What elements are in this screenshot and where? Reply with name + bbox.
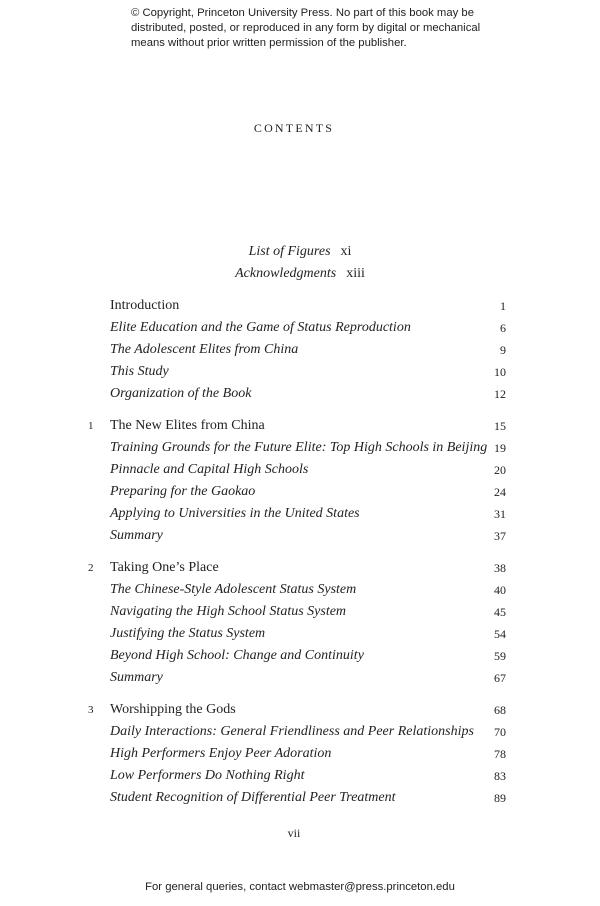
entry-page: 12 — [494, 387, 506, 401]
entry-title: The Chinese-Style Adolescent Status System — [110, 582, 357, 597]
entry-page: 78 — [494, 747, 506, 761]
entry-page: 38 — [494, 561, 506, 575]
section-entry[interactable] — [88, 526, 508, 548]
entry-page: 1 — [500, 299, 506, 313]
section-entry[interactable] — [88, 318, 508, 340]
chapter-entry[interactable] — [88, 296, 508, 318]
section-entry[interactable] — [88, 504, 508, 526]
entry-page: 15 — [494, 419, 506, 433]
section-entry[interactable] — [88, 438, 508, 460]
entry-page: 89 — [494, 791, 506, 805]
entry-title: Summary — [110, 528, 163, 543]
chapter-number: 3 — [88, 704, 94, 716]
chapter-group — [88, 416, 508, 548]
chapter-entry[interactable] — [88, 558, 508, 580]
table-of-contents — [88, 296, 508, 820]
entry-page: xi — [340, 244, 352, 259]
section-entry[interactable] — [88, 602, 508, 624]
entry-title: High Performers Enjoy Peer Adoration — [110, 746, 332, 761]
entry-page: 9 — [500, 343, 506, 357]
entry-page: 24 — [494, 485, 506, 499]
page-number: vii — [287, 826, 301, 840]
entry-title: Daily Interactions: General Friendliness and Peer Relationships — [110, 724, 474, 739]
entry-title: This Study — [110, 364, 169, 379]
section-entry[interactable] — [88, 722, 508, 744]
entry-page: 67 — [494, 671, 506, 685]
chapter-number: 1 — [88, 420, 94, 432]
entry-page: 31 — [494, 507, 506, 521]
entry-page: 70 — [494, 725, 506, 739]
section-entry[interactable] — [88, 624, 508, 646]
section-entry[interactable] — [88, 340, 508, 362]
entry-title: Training Grounds for the Future Elite: Top High Schools in Beijing — [110, 440, 488, 455]
footer-contact: For general queries, contact webmaster@press.princeton.edu — [145, 881, 455, 893]
entry-page: 59 — [494, 649, 506, 663]
entry-page: 83 — [494, 769, 506, 783]
entry-title: Worshipping the Gods — [110, 702, 236, 717]
entry-title: Preparing for the Gaokao — [110, 484, 256, 499]
entry-title: Summary — [110, 670, 163, 685]
section-entry[interactable] — [88, 766, 508, 788]
copyright-notice: © Copyright, Princeton University Press. No part of this book may be distributed, posted, or reproduced in any form by digital or mechanical means without prior written permission of the publisher. — [131, 7, 481, 49]
entry-title: Beyond High School: Change and Continuity — [110, 648, 364, 663]
section-entry[interactable] — [88, 482, 508, 504]
section-entry[interactable] — [88, 646, 508, 668]
front-matter-entry[interactable] — [0, 266, 600, 282]
entry-page: 6 — [500, 321, 506, 335]
contents-heading: CONTENTS — [253, 121, 335, 135]
entry-title: The Adolescent Elites from China — [110, 342, 299, 357]
entry-title: Applying to Universities in the United States — [110, 506, 360, 521]
entry-title: Low Performers Do Nothing Right — [110, 768, 305, 783]
entry-title: The New Elites from China — [110, 418, 265, 433]
section-entry[interactable] — [88, 788, 508, 810]
chapter-group — [88, 558, 508, 690]
chapter-entry[interactable] — [88, 700, 508, 722]
entry-page: 37 — [494, 529, 506, 543]
section-entry[interactable] — [88, 744, 508, 766]
section-entry[interactable] — [88, 460, 508, 482]
entry-title: Navigating the High School Status System — [110, 604, 347, 619]
entry-page: xiii — [346, 266, 365, 281]
entry-title: Pinnacle and Capital High Schools — [110, 462, 309, 477]
section-entry[interactable] — [88, 668, 508, 690]
section-entry[interactable] — [88, 580, 508, 602]
entry-page: 68 — [494, 703, 506, 717]
chapter-entry[interactable] — [88, 416, 508, 438]
entry-title: Organization of the Book — [110, 386, 252, 401]
entry-title: Justifying the Status System — [110, 626, 266, 641]
entry-page: 45 — [494, 605, 506, 619]
entry-title: Taking One’s Place — [110, 560, 219, 575]
entry-page: 54 — [494, 627, 506, 641]
entry-page: 20 — [494, 463, 506, 477]
entry-page: 10 — [494, 365, 506, 379]
chapter-group — [88, 700, 508, 810]
section-entry[interactable] — [88, 362, 508, 384]
entry-title: Introduction — [110, 298, 180, 313]
entry-title: Elite Education and the Game of Status Reproduction — [110, 320, 411, 335]
entry-page: 40 — [494, 583, 506, 597]
chapter-number: 2 — [88, 562, 94, 574]
chapter-group — [88, 296, 508, 406]
entry-title: Student Recognition of Differential Peer Treatment — [110, 790, 396, 805]
entry-title: Acknowledgments — [235, 266, 337, 281]
front-matter-entry[interactable] — [0, 244, 600, 260]
section-entry[interactable] — [88, 384, 508, 406]
entry-title: List of Figures — [248, 244, 331, 259]
entry-page: 19 — [494, 441, 506, 455]
